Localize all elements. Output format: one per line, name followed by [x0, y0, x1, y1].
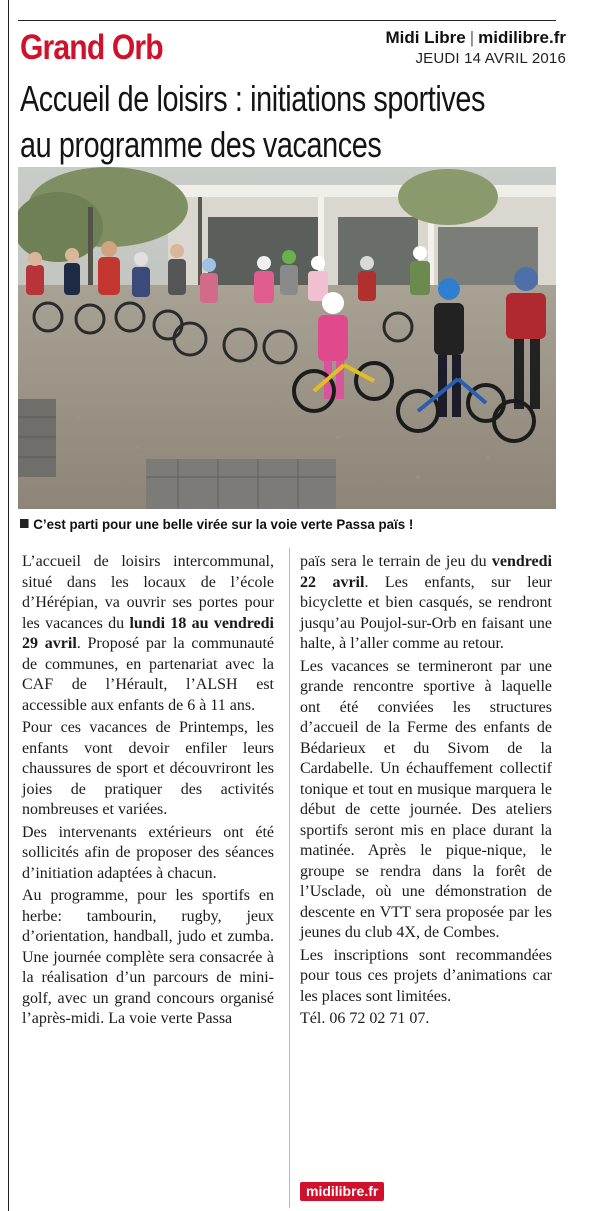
paragraph: Pour ces vacances de Printemps, les enfants vont devoir enfiler leurs chaussures de sport et découvriront les joies de pratiquer des activités nombreuses et variées. — [22, 719, 274, 818]
paragraph: Des intervenants extérieurs ont été sollicités afin de proposer des séances d’initiation adaptées à chacun. — [22, 823, 274, 882]
bold-date: vendredi 22 avril — [300, 553, 552, 591]
phone-number: Tél. 06 72 02 71 07. — [300, 1010, 430, 1027]
text-run: L’accueil de loisirs intercommunal, situé dans les locaux de l’école d’Hérépian, va ouvrir ses portes pour les vacances du — [22, 553, 274, 632]
photo-illustration — [18, 167, 556, 509]
masthead-brand — [385, 28, 566, 48]
brand-site: midilibre.fr — [478, 28, 566, 47]
midilibre-badge: midilibre.fr — [300, 1182, 384, 1201]
column-divider — [289, 548, 290, 1208]
headline-line-2: au programme des vacances — [20, 124, 382, 165]
paragraph — [300, 552, 552, 655]
text-run: . Proposé par la communauté de communes, en partenariat avec la CAF de l’Hérault, l’ALSH est accessible aux enfants de 6 à 11 ans. — [22, 635, 274, 714]
paragraph: Les inscriptions sont recommandées pour tous ces projets d’animations car les places sont limitées. — [300, 946, 552, 1005]
paragraph — [22, 552, 274, 716]
caption-text: C’est parti pour une belle virée sur la voie verte Passa païs ! — [33, 516, 414, 532]
top-border-rule — [18, 20, 556, 21]
paragraph: Au programme, pour les sportifs en herbe: tambourin, rugby, jeux d’orientation, handball, judo et zumba. Une journée complète sera consacrée à la réalisation d’un parcours de mini-golf, avec un grand concours organisé l’après-midi. La voie verte Passa — [22, 887, 274, 1027]
brand-name: Midi Libre — [385, 28, 466, 47]
text-run: . Les enfants, sur leur bicyclette et bien casqués, se rendront jusqu’au Poujol-sur-Orb en faisant une halte, à l’aller comme au retour. — [300, 573, 552, 652]
publication-date: JEUDI 14 AVRIL 2016 — [415, 50, 566, 67]
article-column-1 — [22, 552, 274, 1030]
article-column-2 — [300, 552, 552, 1030]
photo-caption — [20, 514, 413, 534]
left-border-rule — [8, 0, 9, 1211]
paragraph: Les vacances se termineront par une grande rencontre sportive à laquelle ont été conviées les structures d’accueil de la Ferme des enfants de Bédarieux et du Sivom de la Cardabelle. Un échauffement collectif tonique et tout en musique marquera le début de cette journée. Des ateliers sportifs seront mis en place durant la matinée. Après le pique-nique, le groupe se rendra dans la forêt de l’Usclade, où une démonstration de descente en VTT sera proposée par les jeunes du club 4X, de Combes. — [300, 657, 552, 941]
masthead — [385, 28, 566, 70]
section-title: Grand Orb — [20, 28, 163, 67]
brand-separator: | — [469, 28, 475, 47]
photo-children-on-bicycles — [18, 167, 556, 509]
text-run: païs sera le terrain de jeu du — [300, 553, 492, 570]
caption-bullet-icon — [20, 519, 29, 528]
headline-line-1: Accueil de loisirs : initiations sportives — [20, 78, 485, 119]
bold-date-range: lundi 18 au vendredi 29 avril — [22, 614, 275, 652]
headline — [20, 76, 580, 168]
